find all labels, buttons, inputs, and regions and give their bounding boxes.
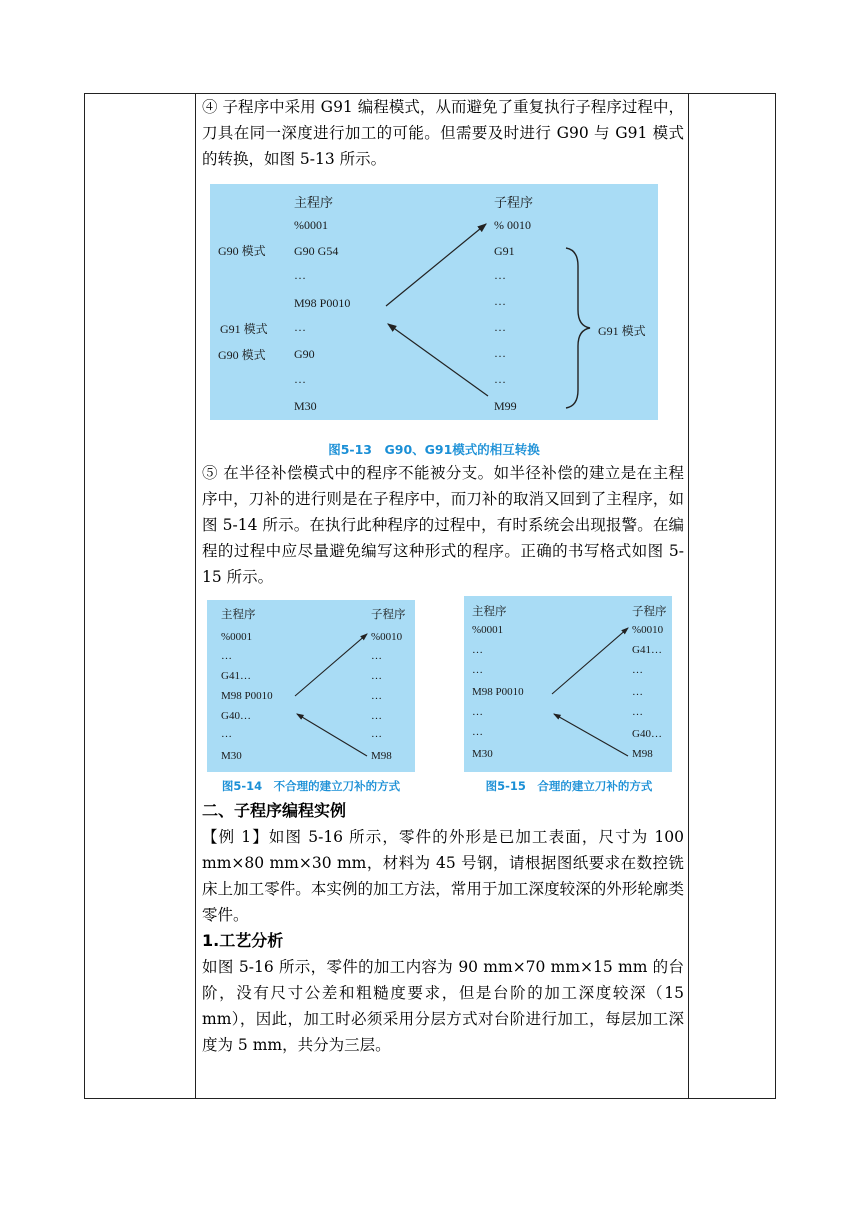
figure-5-13-arrows (210, 184, 658, 420)
main-line: … (221, 728, 232, 740)
figure-5-14-arrows (207, 600, 415, 772)
main-program-header: 主程序 (294, 195, 334, 210)
main-line: … (221, 650, 232, 662)
sub-line: … (371, 728, 382, 740)
figure-5-15-arrows (464, 596, 672, 772)
column-divider-left (195, 94, 196, 1098)
main-line: M30 (472, 748, 493, 760)
sub-line: % 0010 (494, 218, 531, 232)
subsection-heading: 1.工艺分析 (202, 931, 284, 950)
sub-line: … (494, 346, 506, 360)
main-line: %0001 (221, 631, 253, 643)
main-line: %0001 (472, 624, 504, 636)
figure-5-14-caption: 图5-14 不合理的建立刀补的方式 (221, 779, 401, 793)
sub-line: … (371, 670, 382, 682)
return-arrow (554, 714, 628, 756)
call-arrow (552, 628, 628, 694)
sub-program-header: 子程序 (494, 195, 534, 210)
main-line: %0001 (294, 218, 328, 232)
main-line: M98 P0010 (472, 686, 524, 698)
figure-row (202, 600, 684, 798)
mode-label: G91 模式 (220, 322, 268, 336)
sub-line: G41… (632, 644, 662, 656)
call-arrow (295, 634, 367, 696)
main-line: … (472, 726, 483, 738)
figure-5-13-caption: 图5-13 G90、G91模式的相互转换 (328, 442, 540, 457)
sub-line: M98 (632, 748, 653, 760)
return-arrow (297, 714, 367, 756)
sub-line: … (632, 686, 643, 698)
sub-line: M98 (371, 750, 392, 762)
sub-line: … (632, 664, 643, 676)
main-line: … (472, 664, 483, 676)
main-line: M98 P0010 (221, 690, 273, 702)
main-program-header: 主程序 (472, 606, 507, 618)
sub-line: … (371, 650, 382, 662)
mode-label: G90 模式 (218, 244, 266, 258)
mode-label: G90 模式 (218, 348, 266, 362)
main-line: G41… (221, 670, 251, 682)
paragraph-process-analysis: 如图 5-16 所示，零件的加工内容为 90 mm×70 mm×15 mm 的台阶，没有尺寸公差和粗糙度要求，但是台阶的加工深度较深（15 mm），因此，加工时必须采用分层方式对台阶进行加工，每层加工深度为 5 mm，共分为三层。 (202, 958, 684, 1054)
main-line: G40… (221, 710, 251, 722)
main-line: … (294, 320, 306, 334)
sub-line: M99 (494, 399, 517, 413)
sub-line: … (371, 690, 382, 702)
sub-line: G40… (632, 728, 662, 740)
main-line: M98 P0010 (294, 296, 351, 310)
figure-5-15 (464, 596, 672, 772)
paragraph-radius-compensation: ⑤ 在半径补偿模式中的程序不能被分支。如半径补偿的建立是在主程序中，刀补的进行则是在子程序中，而刀补的取消又回到了主程序，如图 5-14 所示。在执行此种程序的过程中，有时系统会出现报警。在编程的过程中应尽量避免编写这种形式的程序。正确的书写格式如图 5-15 所示。 (202, 464, 684, 586)
main-line: … (294, 268, 306, 282)
sub-line: … (494, 372, 506, 386)
figure-5-14 (207, 600, 415, 772)
main-line: G90 G54 (294, 244, 339, 258)
main-line: … (472, 644, 483, 656)
paragraph-example-1: 【例 1】如图 5-16 所示，零件的外形是已加工表面，尺寸为 100 mm×80 mm×30 mm，材料为 45 号钢，请根据图纸要求在数控铣床上加工零件。本实例的加工方法，常用于加工深度较深的外形轮廓类零件。 (202, 828, 684, 924)
sub-line: … (494, 294, 506, 308)
main-line: M30 (221, 750, 242, 762)
main-line: G90 (294, 347, 315, 361)
sub-line: %0010 (632, 624, 664, 636)
main-line: M30 (294, 399, 317, 413)
sub-line: %0010 (371, 631, 403, 643)
main-line: … (294, 372, 306, 386)
sub-line: … (632, 706, 643, 718)
return-arrow (388, 324, 488, 396)
brace-label: G91 模式 (598, 324, 646, 338)
figure-5-13 (210, 184, 658, 420)
brace-shape (566, 248, 590, 408)
sub-program-header: 子程序 (371, 609, 406, 621)
figure-5-15-caption: 图5-15 合理的建立刀补的方式 (485, 779, 653, 793)
paragraph-subroutine-g91: ④ 子程序中采用 G91 编程模式，从而避免了重复执行子程序过程中，刀具在同一深度进行加工的可能。但需要及时进行 G90 与 G91 模式的转换，如图 5-13 所示。 (202, 98, 684, 168)
sub-line: G91 (494, 244, 515, 258)
main-line: … (472, 706, 483, 718)
sub-line: … (494, 320, 506, 334)
sub-line: … (371, 710, 382, 722)
sub-line: … (494, 268, 506, 282)
sub-program-header: 子程序 (632, 606, 667, 618)
call-arrow (386, 224, 486, 306)
content-cell (202, 94, 684, 1058)
main-program-header: 主程序 (221, 609, 256, 621)
column-divider-right (688, 94, 689, 1098)
section-heading: 二、子程序编程实例 (202, 801, 347, 820)
